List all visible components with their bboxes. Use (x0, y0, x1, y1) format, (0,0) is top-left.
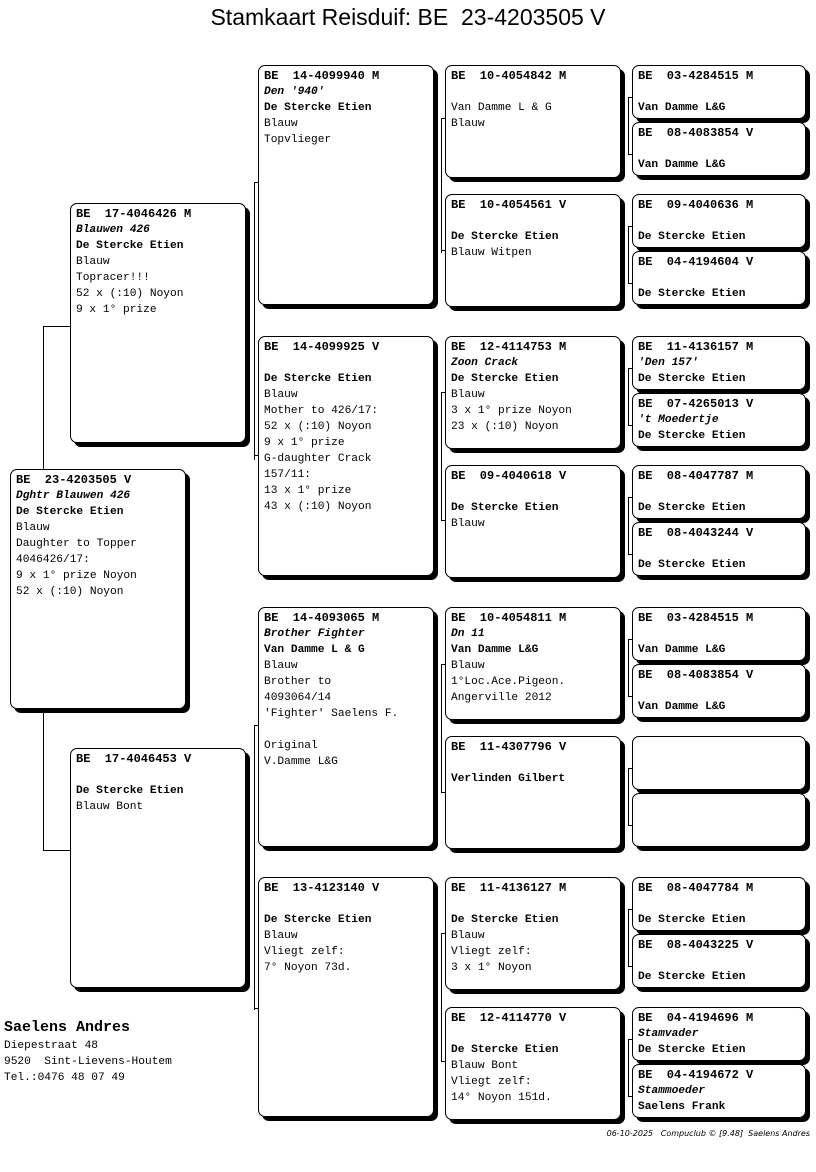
pigeon-card-p6[interactable] (258, 607, 434, 847)
pigeon-card-p29[interactable] (632, 934, 806, 988)
info-line: Blauw (264, 930, 298, 942)
ring-number: BE 11-4307796 V (451, 740, 567, 754)
info-line: 43 x (:10) Noyon (264, 501, 372, 513)
pigeon-name (638, 484, 800, 500)
pigeon-card-p18[interactable] (632, 194, 806, 248)
breeder-name: Verlinden Gilbert (451, 773, 566, 785)
pigeon-card-p22[interactable] (632, 465, 806, 519)
connector-line (254, 1008, 258, 1009)
connector-line (254, 725, 258, 726)
ring-number: BE 11-4136127 M (451, 881, 567, 895)
ring-number: BE 12-4114770 V (451, 1011, 567, 1025)
connector-line (441, 392, 442, 520)
connector-line (628, 97, 632, 98)
pigeon-card-p28[interactable] (632, 877, 806, 931)
owner-name: Saelens Andres (4, 1019, 131, 1036)
pigeon-name (638, 270, 800, 286)
ring-number: BE 08-4043244 V (638, 526, 754, 540)
connector-line (628, 497, 632, 498)
pigeon-name (638, 141, 800, 157)
pigeon-name (264, 355, 428, 371)
pigeon-card-p15[interactable] (445, 1007, 621, 1120)
breeder-name: Van Damme L&G (638, 159, 726, 171)
info-line: V.Damme L&G (264, 756, 338, 768)
owner-address: Diepestraat 48 (4, 1040, 98, 1052)
ring-number: BE 03-4284515 M (638, 611, 754, 625)
pigeon-card-p10[interactable] (445, 336, 621, 449)
pigeon-name (451, 213, 615, 229)
pigeon-card-p12[interactable] (445, 607, 621, 720)
ring-number: BE 14-4099940 M (264, 69, 380, 83)
info-line: Topracer!!! (76, 272, 150, 284)
info-line: Vliegt zelf: (451, 946, 532, 958)
connector-line (441, 933, 442, 1061)
breeder-name: De Stercke Etien (264, 373, 372, 385)
pigeon-name (638, 896, 800, 912)
pigeon-card-p14[interactable] (445, 877, 621, 990)
breeder-name: De Stercke Etien (264, 102, 372, 114)
ring-number: BE 13-4123140 V (264, 881, 380, 895)
ring-number: BE 04-4194604 V (638, 255, 754, 269)
info-line: 7° Noyon 73d. (264, 962, 352, 974)
connector-line (628, 226, 632, 227)
connector-line (628, 825, 632, 826)
connector-line (628, 696, 632, 697)
connector-line (628, 1096, 632, 1097)
breeder-name: De Stercke Etien (76, 240, 184, 252)
connector-line (628, 368, 632, 369)
breeder-name: De Stercke Etien (451, 914, 559, 926)
ring-number: BE 17-4046426 M (76, 207, 192, 221)
info-line: 9 x 1° prize (264, 437, 345, 449)
pigeon-name (451, 484, 615, 500)
info-line (264, 722, 428, 738)
breeder-name: De Stercke Etien (16, 506, 124, 518)
pigeon-card-p19[interactable] (632, 251, 806, 305)
connector-line (441, 118, 442, 253)
breeder-name (638, 771, 800, 787)
breeder-name: De Stercke Etien (264, 914, 372, 926)
connector-line (254, 725, 255, 1010)
info-line: Blauw (264, 660, 298, 672)
pigeon-name (451, 1026, 615, 1042)
pigeon-card-p21[interactable] (632, 393, 806, 447)
pigeon-name: Zoon Crack (451, 357, 519, 369)
connector-line (441, 1061, 445, 1062)
owner-phone: Tel.:0476 48 07 49 (4, 1072, 125, 1084)
info-line: 9 x 1° prize (76, 304, 157, 316)
ring-number: BE 09-4040618 V (451, 469, 567, 483)
info-line: Blauw (451, 389, 485, 401)
pigeon-card-p23[interactable] (632, 522, 806, 576)
connector-line (628, 1039, 632, 1040)
pigeon-name (451, 84, 615, 100)
info-line: 157/11: (264, 469, 311, 481)
connector-line (254, 182, 255, 460)
info-line: Vliegt zelf: (264, 946, 345, 958)
info-line: Blauw (264, 118, 298, 130)
info-line: Brother to (264, 676, 332, 688)
pigeon-name (638, 953, 800, 969)
ring-number: BE 12-4114753 M (451, 340, 567, 354)
breeder-name: Van Damme L & G (264, 644, 365, 656)
connector-line (628, 497, 629, 554)
connector-line (628, 966, 632, 967)
footer-credit: 06-10-2025 Compuclub © [9.48] Saelens Andres (606, 1129, 810, 1138)
pigeon-card-p27[interactable] (632, 793, 806, 847)
info-line: 4093064/14 (264, 692, 332, 704)
pigeon-name: Stamvader (638, 1028, 699, 1040)
connector-line (628, 425, 632, 426)
ring-number: BE 08-4047784 M (638, 881, 754, 895)
pigeon-card-p24[interactable] (632, 607, 806, 661)
pigeon-card-p1[interactable] (10, 469, 186, 709)
info-line: 52 x (:10) Noyon (76, 288, 184, 300)
ring-number: BE 08-4043225 V (638, 938, 754, 952)
connector-line (254, 182, 258, 183)
pigeon-name: Brother Fighter (264, 628, 365, 640)
ring-number: BE 14-4099925 V (264, 340, 380, 354)
ring-number (638, 796, 800, 812)
info-line: Mother to 426/17: (264, 405, 379, 417)
pigeon-card-p2[interactable] (70, 203, 246, 443)
connector-line (441, 520, 445, 521)
owner-city: 9520 Sint-Lievens-Houtem (4, 1056, 172, 1068)
info-line: Blauw (451, 118, 485, 130)
info-line: 14° Noyon 151d. (451, 1092, 552, 1104)
info-line: Van Damme L & G (451, 102, 552, 114)
pigeon-card-p11[interactable] (445, 465, 621, 578)
ring-number: BE 09-4040636 M (638, 198, 754, 212)
connector-line (254, 455, 258, 456)
breeder-name: De Stercke Etien (638, 502, 746, 514)
breeder-name: Van Damme L&G (638, 102, 726, 114)
ring-number: BE 14-4093065 M (264, 611, 380, 625)
info-line: 3 x 1° prize Noyon (451, 405, 572, 417)
ring-number: BE 10-4054842 M (451, 69, 567, 83)
connector-line (441, 664, 442, 792)
pigeon-name (638, 541, 800, 557)
connector-line (441, 664, 445, 665)
ring-number: BE 04-4194672 V (638, 1068, 754, 1082)
pigeon-name: Dn 11 (451, 628, 485, 640)
connector-line (43, 326, 44, 469)
connector-line (43, 709, 44, 850)
breeder-name: De Stercke Etien (638, 559, 746, 571)
breeder-name: De Stercke Etien (638, 373, 746, 385)
info-line: Blauw (16, 522, 50, 534)
breeder-name: Saelens Frank (638, 1101, 726, 1113)
pigeon-card-p4[interactable] (258, 65, 434, 305)
pigeon-card-p5[interactable] (258, 336, 434, 576)
connector-line (628, 639, 632, 640)
info-line: G-daughter Crack (264, 453, 372, 465)
ring-number: BE 08-4083854 V (638, 668, 754, 682)
pigeon-name: 'Den 157' (638, 357, 699, 369)
pigeon-name (638, 626, 800, 642)
breeder-name: De Stercke Etien (638, 231, 746, 243)
ring-number: BE 10-4054561 V (451, 198, 567, 212)
breeder-name: De Stercke Etien (638, 914, 746, 926)
connector-line (628, 554, 632, 555)
ring-number: BE 03-4284515 M (638, 69, 754, 83)
connector-line (628, 154, 632, 155)
breeder-name: De Stercke Etien (451, 1044, 559, 1056)
pigeon-name (451, 896, 615, 912)
pigeon-name: Den '940' (264, 86, 325, 98)
pigeon-name (638, 84, 800, 100)
connector-line (441, 933, 445, 934)
info-line: 3 x 1° Noyon (451, 962, 532, 974)
pigeon-name (76, 767, 240, 783)
ring-number (638, 739, 800, 755)
pigeon-card-p16[interactable] (632, 65, 806, 119)
connector-line (628, 97, 629, 154)
pigeon-card-p8[interactable] (445, 65, 621, 178)
connector-line (628, 368, 629, 425)
pigeon-name: Dghtr Blauwen 426 (16, 490, 131, 502)
pigeon-name (451, 755, 615, 771)
ring-number: BE 23-4203505 V (16, 473, 132, 487)
breeder-name: De Stercke Etien (638, 1044, 746, 1056)
pigeon-card-p17[interactable] (632, 122, 806, 176)
info-line: 9 x 1° prize Noyon (16, 570, 137, 582)
connector-line (43, 850, 70, 851)
info-line: Angerville 2012 (451, 692, 552, 704)
breeder-name: Van Damme L&G (451, 644, 539, 656)
info-line: Blauw (451, 930, 485, 942)
pigeon-card-p20[interactable] (632, 336, 806, 390)
connector-line (628, 768, 629, 825)
pigeon-card-p31[interactable] (632, 1064, 806, 1118)
pigeon-name (638, 213, 800, 229)
owner-block (4, 1018, 172, 1086)
connector-line (628, 909, 629, 966)
info-line: 23 x (:10) Noyon (451, 421, 559, 433)
pigeon-name (638, 683, 800, 699)
info-line: 'Fighter' Saelens F. (264, 708, 399, 720)
breeder-name: De Stercke Etien (451, 502, 559, 514)
connector-line (628, 1039, 629, 1096)
breeder-name: De Stercke Etien (638, 971, 746, 983)
connector-line (628, 909, 632, 910)
pigeon-card-p13[interactable] (445, 736, 621, 849)
info-line: Blauw Bont (76, 801, 144, 813)
pigeon-name (638, 812, 800, 828)
breeder-name: Van Damme L&G (638, 701, 726, 713)
pigeon-card-p7[interactable] (258, 877, 434, 1117)
breeder-name: De Stercke Etien (76, 785, 184, 797)
pigeon-name: 't Moedertje (638, 414, 719, 426)
info-line: 1°Loc.Ace.Pigeon. (451, 676, 566, 688)
pigeon-card-p9[interactable] (445, 194, 621, 307)
connector-line (628, 768, 632, 769)
breeder-name (638, 828, 800, 844)
info-line: 52 x (:10) Noyon (264, 421, 372, 433)
breeder-name: De Stercke Etien (638, 288, 746, 300)
ring-number: BE 08-4047787 M (638, 469, 754, 483)
pedigree-title: Stamkaart Reisduif: BE 23-4203505 V (210, 4, 606, 30)
connector-line (441, 392, 445, 393)
pigeon-card-p25[interactable] (632, 664, 806, 718)
connector-line (441, 118, 445, 119)
breeder-name: De Stercke Etien (451, 231, 559, 243)
ring-number: BE 10-4054811 M (451, 611, 567, 625)
info-line: Blauw Witpen (451, 247, 532, 259)
connector-line (628, 639, 629, 696)
connector-line (43, 326, 70, 327)
pigeon-name: Stammoeder (638, 1085, 706, 1097)
info-line: Blauw (76, 256, 110, 268)
ring-number: BE 04-4194696 M (638, 1011, 754, 1025)
info-line: Blauw (451, 518, 485, 530)
breeder-name: Van Damme L&G (638, 644, 726, 656)
ring-number: BE 11-4136157 M (638, 340, 754, 354)
pigeon-name (264, 896, 428, 912)
breeder-name: De Stercke Etien (451, 373, 559, 385)
info-line: Blauw Bont (451, 1060, 519, 1072)
breeder-name: De Stercke Etien (638, 430, 746, 442)
info-line: Blauw (451, 660, 485, 672)
pigeon-card-p26[interactable] (632, 736, 806, 790)
connector-line (441, 792, 445, 793)
info-line: Vliegt zelf: (451, 1076, 532, 1088)
connector-line (628, 226, 629, 283)
ring-number: BE 08-4083854 V (638, 126, 754, 140)
info-line: 52 x (:10) Noyon (16, 586, 124, 598)
ring-number: BE 07-4265013 V (638, 397, 754, 411)
info-line: 4046426/17: (16, 554, 90, 566)
pigeon-name: Blauwen 426 (76, 224, 150, 236)
connector-line (628, 283, 632, 284)
info-line: Topvlieger (264, 134, 332, 146)
info-line: Blauw (264, 389, 298, 401)
info-line: Original (264, 740, 318, 752)
connector-line (441, 250, 445, 251)
info-line: 13 x 1° prize (264, 485, 352, 497)
info-line: Daughter to Topper (16, 538, 137, 550)
ring-number: BE 17-4046453 V (76, 752, 192, 766)
pigeon-card-p30[interactable] (632, 1007, 806, 1061)
pigeon-card-p3[interactable] (70, 748, 246, 988)
pigeon-name (638, 755, 800, 771)
